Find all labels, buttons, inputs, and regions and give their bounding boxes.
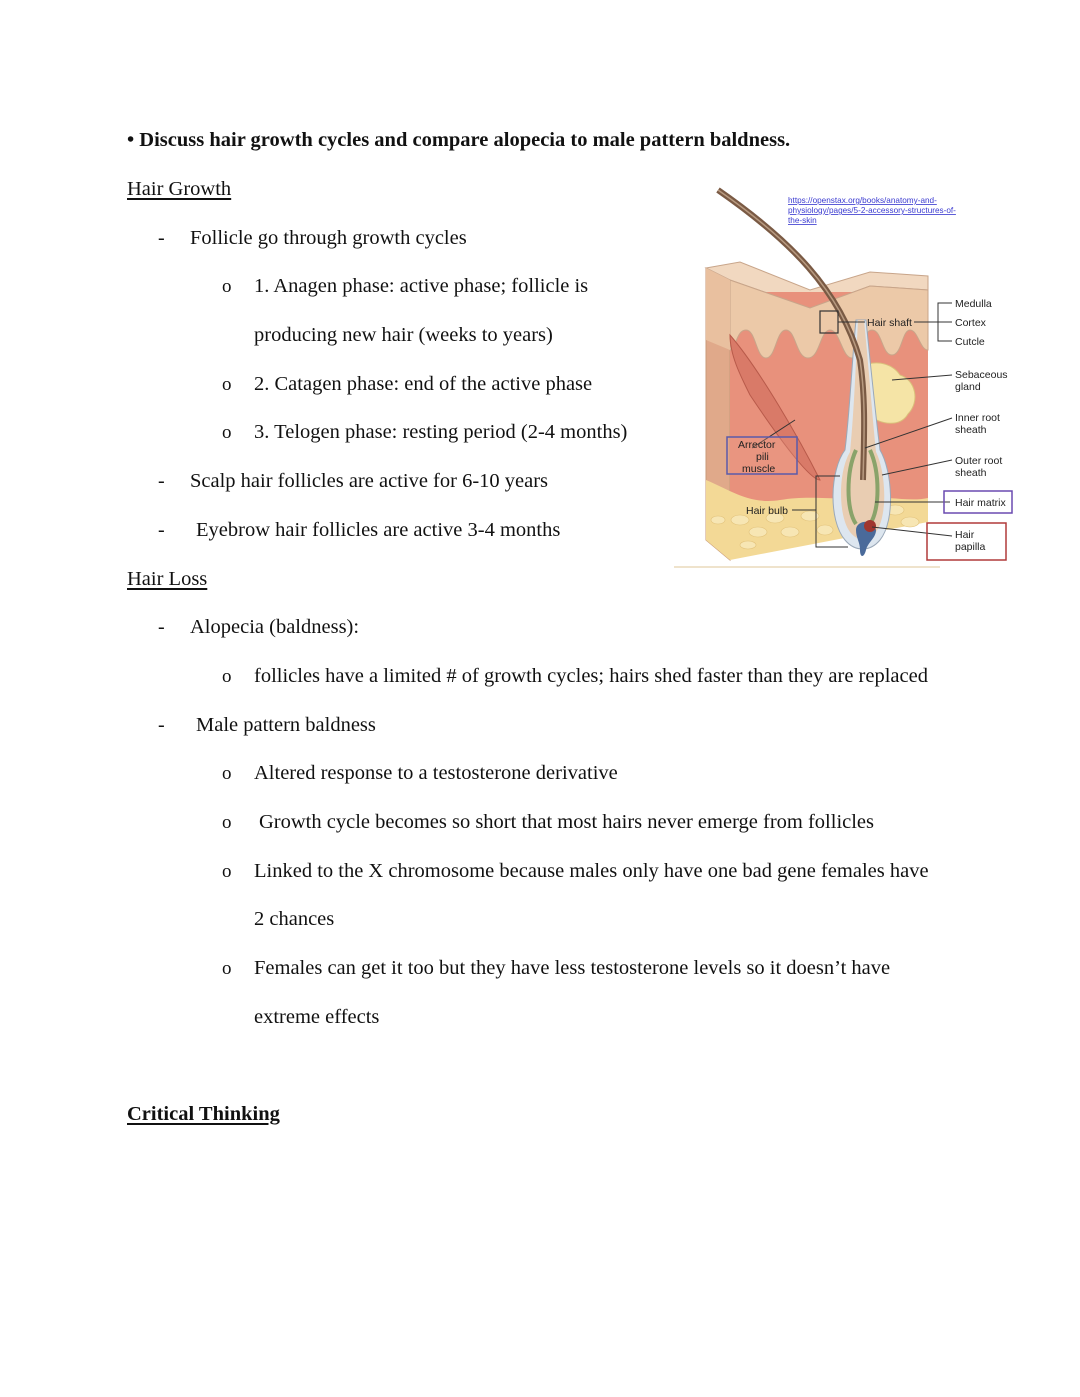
section-title-hair-loss: Hair Loss [127, 568, 208, 590]
list-item: 2. Catagen phase: end of the active phase [254, 373, 593, 395]
label-hair-bulb: Hair bulb [746, 505, 789, 517]
bullet-circle: o [222, 374, 232, 395]
label-arrector-pili-muscle: Arrector [738, 439, 776, 451]
list-item: 3. Telogen phase: resting period (2-4 months) [254, 421, 628, 443]
page-heading: • Discuss hair growth cycles and compare alopecia to male pattern baldness. [127, 129, 791, 151]
bullet-dash: - [158, 616, 165, 638]
hair-follicle-diagram [670, 180, 1020, 580]
list-item: Growth cycle becomes so short that most hairs never emerge from follicles [259, 811, 875, 833]
label-arrector-pili-muscle-line-3: muscle [742, 463, 776, 475]
label-hair-matrix: Hair matrix [955, 497, 1006, 509]
list-item: Linked to the X chromosome because males only have one bad gene females have [254, 860, 929, 882]
label-arrector-pili-muscle-line-2: pili [756, 451, 769, 463]
label-outer-root-sheath: Outer root [955, 455, 1003, 467]
list-item: Alopecia (baldness): [190, 616, 360, 638]
list-item-continuation: producing new hair (weeks to years) [254, 324, 553, 346]
label-outer-root-sheath-line-2: sheath [955, 467, 987, 479]
list-item: Altered response to a testosterone derivative [254, 762, 618, 784]
label-cuticle: Cutcle [955, 336, 985, 348]
label-hair-shaft: Hair shaft [867, 317, 912, 329]
bullet-circle: o [222, 276, 232, 297]
label-sebaceous-gland-line-2: gland [955, 381, 981, 393]
list-item: Scalp hair follicles are active for 6-10 years [190, 470, 549, 492]
source-link-line-3[interactable]: the-skin [788, 216, 817, 225]
bullet-dash: - [158, 714, 165, 736]
bullet-dash: - [158, 470, 165, 492]
list-item: 1. Anagen phase: active phase; follicle is [254, 275, 589, 297]
bullet-circle: o [222, 958, 232, 979]
bullet-circle: o [222, 861, 232, 882]
source-link-line-2[interactable]: physiology/pages/5-2-accessory-structures-of- [788, 206, 956, 215]
source-link-line-1[interactable]: https://openstax.org/books/anatomy-and- [788, 196, 937, 205]
bullet-circle: o [222, 666, 232, 687]
list-item-continuation: 2 chances [254, 908, 335, 930]
label-hair-papilla: Hair [955, 529, 975, 541]
label-sebaceous-gland: Sebaceous [955, 369, 1008, 381]
bullet-dash: - [158, 227, 165, 249]
list-item: Females can get it too but they have less testosterone levels so it doesn’t have [254, 957, 891, 979]
bullet-circle: o [222, 763, 232, 784]
list-item: Eyebrow hair follicles are active 3-4 months [196, 519, 561, 541]
bullet-dash: - [158, 519, 165, 541]
list-item-continuation: extreme effects [254, 1006, 380, 1028]
list-item: follicles have a limited # of growth cycles; hairs shed faster than they are replaced [254, 665, 928, 687]
label-cortex: Cortex [955, 317, 986, 329]
label-medulla: Medulla [955, 298, 992, 310]
bullet-circle: o [222, 812, 232, 833]
section-title-hair-growth: Hair Growth [127, 178, 232, 200]
label-inner-root-sheath: Inner root [955, 412, 1000, 424]
label-hair-papilla-line-2: papilla [955, 541, 986, 553]
section-title-critical-thinking: Critical Thinking [127, 1103, 280, 1125]
bullet-circle: o [222, 422, 232, 443]
list-item: Male pattern baldness [196, 714, 376, 736]
list-item: Follicle go through growth cycles [190, 227, 467, 249]
label-inner-root-sheath-line-2: sheath [955, 424, 987, 436]
